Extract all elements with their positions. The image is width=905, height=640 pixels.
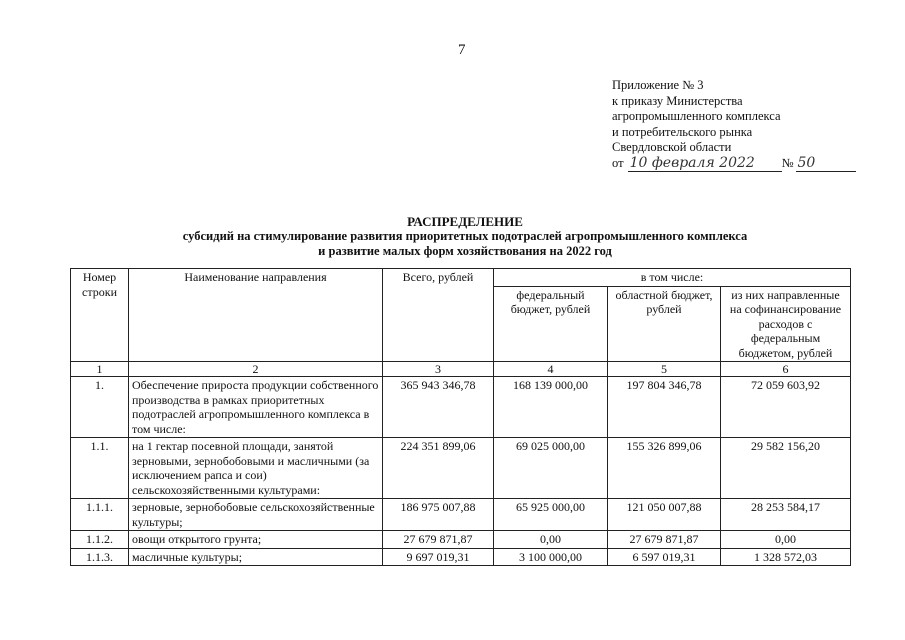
table-row [71, 377, 851, 438]
table-row [71, 531, 851, 549]
row-regional: 155 326 899,06 [608, 438, 721, 499]
appendix-line: к приказу Министерства [612, 93, 743, 108]
row-name: овощи открытого грунта; [129, 531, 383, 549]
row-cofin: 29 582 156,20 [721, 438, 851, 499]
appendix-line: агропромышленного комплекса [612, 109, 781, 123]
header-regional: областной бюджет, рублей [608, 286, 721, 362]
row-total: 224 351 899,06 [383, 438, 494, 499]
column-number-row [71, 362, 851, 377]
row-federal: 0,00 [494, 531, 608, 549]
row-number: 1.1.1. [71, 499, 129, 531]
row-cofin: 0,00 [721, 531, 851, 549]
appendix-line: и потребительского рынка [612, 124, 753, 139]
row-cofin: 1 328 572,03 [721, 548, 851, 566]
row-regional: 121 050 007,88 [608, 499, 721, 531]
page-number: 7 [458, 42, 466, 58]
row-federal: 3 100 000,00 [494, 548, 608, 566]
table-header-row [71, 269, 851, 287]
table-row [71, 438, 851, 499]
date-prefix: от [612, 155, 624, 170]
appendix-line: Свердловской области [612, 140, 732, 154]
row-federal: 65 925 000,00 [494, 499, 608, 531]
row-total: 365 943 346,78 [383, 377, 494, 438]
row-name: на 1 гектар посевной площади, занятой зерновыми, зернобобовыми и масличными (за исключением рапса и сои) сельскохозяйственными культурами: [129, 438, 383, 499]
header-federal: федеральный бюджет, рублей [494, 286, 608, 362]
column-number: 3 [383, 362, 494, 377]
column-number: 5 [608, 362, 721, 377]
title-line: и развитие малых форм хозяйствования на 2022 год [318, 244, 612, 258]
row-regional: 27 679 871,87 [608, 531, 721, 549]
column-number: 1 [71, 362, 129, 377]
table-row [71, 548, 851, 566]
title-line: РАСПРЕДЕЛЕНИЕ [407, 214, 523, 229]
row-number: 1. [71, 377, 129, 438]
column-number: 4 [494, 362, 608, 377]
handwritten-date: 10 февраля 2022 [628, 156, 782, 172]
header-cofin: из них направленные на софинансирование расходов с федеральным бюджетом, рублей [721, 286, 851, 362]
row-cofin: 28 253 584,17 [721, 499, 851, 531]
appendix-line: Приложение № 3 [612, 78, 704, 92]
appendix-block [612, 78, 856, 172]
row-total: 186 975 007,88 [383, 499, 494, 531]
row-total: 9 697 019,31 [383, 548, 494, 566]
document-title [150, 214, 780, 259]
table-row [71, 499, 851, 531]
row-federal: 168 139 000,00 [494, 377, 608, 438]
header-name: Наименование направления [129, 269, 383, 362]
row-number: 1.1. [71, 438, 129, 499]
row-federal: 69 025 000,00 [494, 438, 608, 499]
header-total: Всего, рублей [383, 269, 494, 362]
distribution-table [70, 268, 851, 566]
title-line: субсидий на стимулирование развития приоритетных подотраслей агропромышленного комплекса [182, 229, 748, 243]
column-number: 6 [721, 362, 851, 377]
number-label: № [781, 155, 794, 170]
row-total: 27 679 871,87 [383, 531, 494, 549]
column-number: 2 [129, 362, 383, 377]
row-number: 1.1.3. [71, 548, 129, 566]
handwritten-number: 50 [796, 156, 856, 172]
row-name: Обеспечение прироста продукции собственного производства в рамках приоритетных подотраслей агропромышленного комплекса в том числе: [129, 377, 383, 438]
row-regional: 6 597 019,31 [608, 548, 721, 566]
row-name: зерновые, зернобобовые сельскохозяйственные культуры; [129, 499, 383, 531]
row-number: 1.1.2. [71, 531, 129, 549]
row-cofin: 72 059 603,92 [721, 377, 851, 438]
header-num: Номер строки [71, 269, 129, 362]
row-regional: 197 804 346,78 [608, 377, 721, 438]
appendix-date-row [612, 156, 856, 172]
header-including: в том числе: [494, 269, 851, 287]
row-name: масличные культуры; [129, 548, 383, 566]
